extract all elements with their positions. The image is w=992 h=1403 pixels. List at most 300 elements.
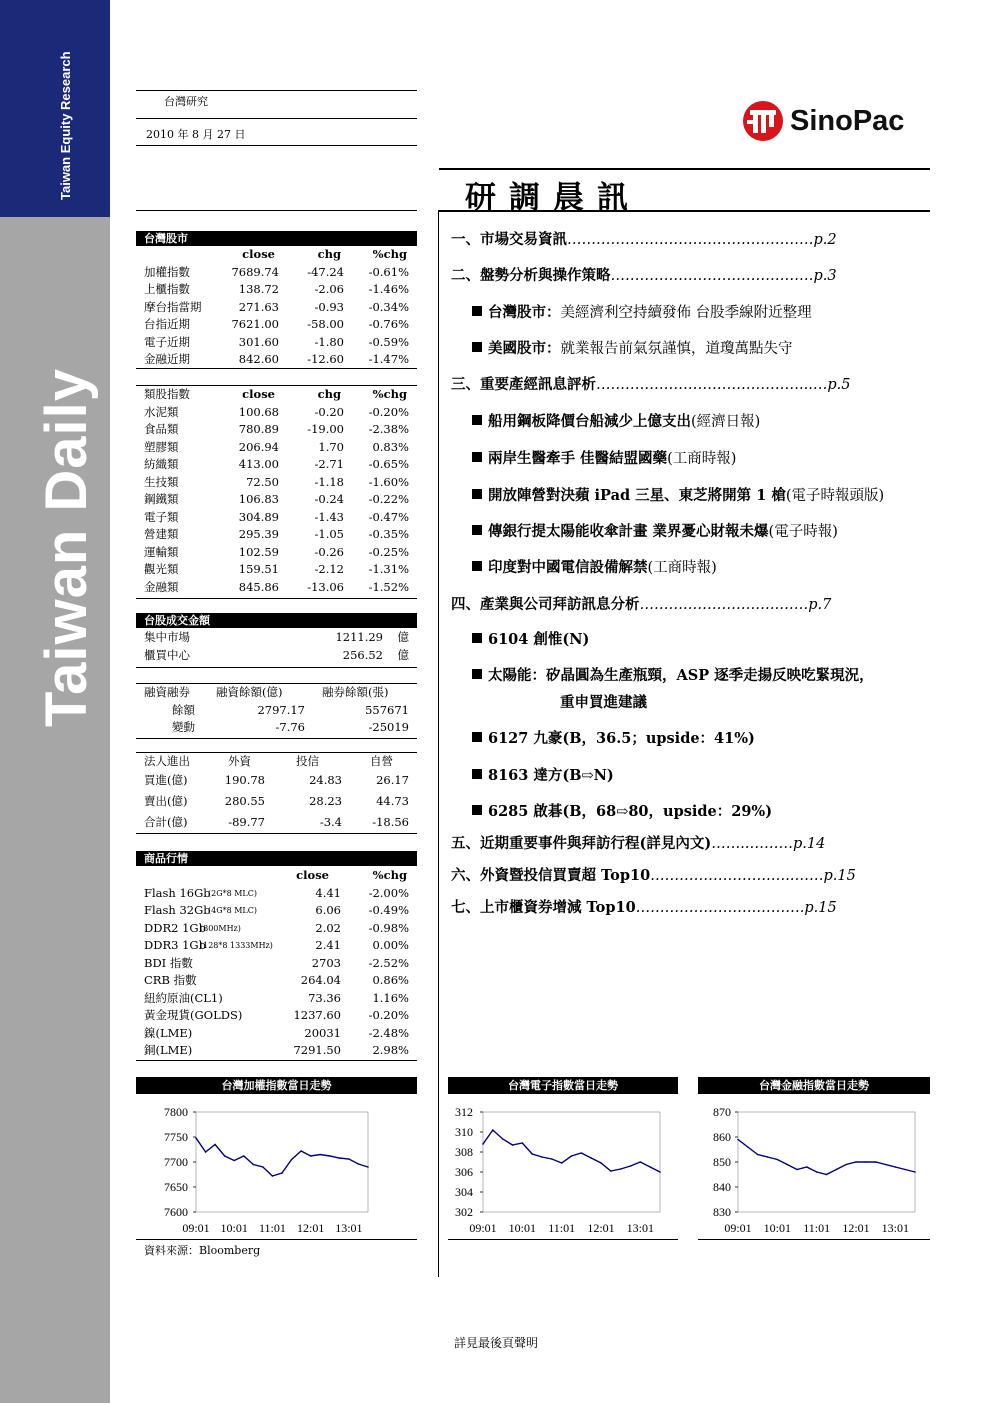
table-row: [136, 955, 417, 973]
y-tick-label: 312: [455, 1105, 473, 1119]
sinopac-logo-icon: [742, 100, 784, 142]
toc-item-text: (工商時報): [667, 451, 737, 467]
x-tick-label: 11:01: [548, 1221, 576, 1235]
row-close: 6.06: [315, 903, 341, 917]
row-close: 20031: [304, 1025, 341, 1040]
data-point: [590, 1157, 592, 1159]
toc-page: p.14: [792, 836, 826, 852]
row-close: 845.86: [238, 579, 279, 594]
institutions-table: [136, 752, 417, 833]
row-chg: -0.93: [314, 299, 344, 314]
table-row: [136, 264, 417, 282]
col-3: 自營: [370, 754, 393, 768]
row-name: DDR3 1Gb: [144, 938, 206, 952]
square-bullet-icon: [472, 342, 482, 352]
row-chg: -13.06: [307, 579, 344, 594]
data-point: [561, 1162, 563, 1164]
row-pct: 0.00%: [372, 938, 409, 952]
row-name: 合計(億): [144, 815, 188, 829]
toc-section-2[interactable]: [451, 264, 837, 285]
data-point: [845, 1164, 847, 1166]
x-tick-label: 10:01: [763, 1221, 792, 1235]
row-name: 金融類: [144, 579, 179, 594]
toc-item-news-3[interactable]: [472, 484, 884, 505]
data-point: [339, 1157, 341, 1159]
market-section-title: 台灣股市: [136, 231, 417, 246]
data-point: [600, 1162, 602, 1164]
chart-finance-svg: [698, 1100, 930, 1240]
data-point: [348, 1158, 350, 1160]
square-bullet-icon: [472, 489, 482, 499]
data-point: [253, 1164, 255, 1166]
toc-label: 六、外資暨投信買賣超 Top10: [451, 867, 651, 884]
toc-item-news-4[interactable]: [472, 520, 838, 541]
toc-leader: ……..………: [711, 836, 793, 852]
plot-area: [483, 1112, 660, 1212]
series-line: [483, 1130, 660, 1172]
data-point: [875, 1161, 877, 1163]
table-row: [136, 770, 417, 791]
y-tick-label: 7700: [164, 1155, 188, 1169]
y-tick-label: 850: [713, 1155, 731, 1169]
toc-label: 五、近期重要事件與拜訪行程(詳見內文): [451, 835, 712, 852]
row-b: 557671: [365, 702, 409, 717]
commodities-rule: [136, 1060, 417, 1061]
data-point: [531, 1153, 533, 1155]
data-point: [640, 1161, 642, 1163]
toc-leader: …………………….……….: [635, 900, 805, 916]
research-label: Taiwan Equity Research: [58, 51, 73, 200]
row-name: 電子類: [144, 509, 179, 524]
square-bullet-icon: [472, 732, 482, 742]
table-row: [136, 719, 417, 737]
data-point: [367, 1166, 369, 1168]
toc-item-bold: 船用鋼板降價台船減少上億支出: [488, 413, 691, 430]
data-point: [826, 1174, 828, 1176]
row-name: CRB 指數: [144, 973, 197, 987]
row-close: 7291.50: [293, 1043, 341, 1057]
data-point: [865, 1161, 867, 1163]
table-row: [136, 561, 417, 579]
square-bullet-icon: [472, 306, 482, 316]
data-point: [224, 1155, 226, 1157]
toc-item-6127[interactable]: [472, 727, 755, 748]
x-tick-label: 10:01: [508, 1221, 537, 1235]
row-pct: -1.46%: [368, 282, 409, 296]
row-pct: -0.20%: [368, 404, 409, 419]
table-row: [136, 351, 417, 369]
report-title-box: [439, 168, 930, 216]
toc-page: p.5: [827, 377, 851, 393]
row-pct: -0.22%: [368, 492, 409, 506]
row-name: 摩台指當期: [144, 299, 202, 314]
table-row: [136, 456, 417, 474]
toc-section-7[interactable]: [451, 896, 837, 917]
table-row: [136, 579, 417, 597]
col-pct: %chg: [372, 387, 407, 401]
turnover-section-title: 台股成交金額: [136, 613, 417, 628]
data-point: [195, 1137, 197, 1139]
data-point: [767, 1156, 769, 1158]
data-point: [482, 1143, 484, 1145]
x-tick-label: 11:01: [258, 1221, 286, 1235]
chart-finance: [698, 1100, 930, 1240]
col-close: close: [242, 387, 275, 401]
row-name: DDR2 1Gb: [144, 920, 206, 935]
table-row: [136, 937, 417, 955]
x-tick-label: 13:01: [881, 1221, 910, 1235]
square-bullet-icon: [472, 561, 482, 571]
y-tick-label: 870: [713, 1105, 731, 1119]
data-point: [541, 1156, 543, 1158]
data-point: [300, 1150, 302, 1152]
turnover-table: [136, 629, 417, 664]
row-name: 黃金現貨(GOLDS): [144, 1008, 243, 1022]
toc-leader: ……………………………………...…: [596, 377, 828, 393]
toc-page: p.7: [808, 597, 832, 613]
x-tick-label: 10:01: [220, 1221, 248, 1235]
row-pct: -0.47%: [368, 509, 409, 524]
data-point: [214, 1144, 216, 1146]
row-name: 上櫃指數: [144, 282, 190, 296]
col-chg: chg: [317, 247, 341, 261]
chart-electronics: [448, 1100, 678, 1240]
row-pct: -0.35%: [368, 527, 409, 541]
dept-label: 台灣研究: [164, 95, 208, 108]
series-line: [738, 1140, 915, 1175]
sectors-rule-bottom: [136, 598, 417, 599]
table-row: [136, 299, 417, 317]
row-name: 電子近期: [144, 334, 190, 349]
data-point: [310, 1155, 312, 1157]
x-tick-label: 13:01: [626, 1221, 655, 1235]
data-point: [806, 1166, 808, 1168]
toc-item-bold: 6285 啟碁(B，68⇨80，upside：29%): [488, 803, 773, 820]
data-point: [319, 1154, 321, 1156]
data-point: [281, 1172, 283, 1174]
row-a: -7.76: [275, 720, 305, 734]
square-bullet-icon: [472, 633, 482, 643]
row-pct: 1.16%: [372, 990, 409, 1005]
row-chg: -2.71: [314, 457, 344, 471]
data-point: [855, 1161, 857, 1163]
col-close: close: [296, 868, 329, 882]
row-pct: -0.98%: [368, 920, 409, 935]
row-name: 鋼鐵類: [144, 492, 179, 506]
data-point: [885, 1164, 887, 1166]
row-pct: -0.59%: [368, 334, 409, 349]
data-point: [816, 1171, 818, 1173]
data-point: [737, 1139, 739, 1141]
table-row: [136, 629, 417, 647]
col-1: 融資餘額(億): [216, 685, 283, 699]
table-row: [136, 1042, 417, 1060]
row-pct: -0.20%: [368, 1008, 409, 1022]
toc-item-text: 美經濟利空持續發佈 台股季線附近整理: [560, 305, 812, 321]
toc-item-bold: 傳銀行提太陽能收傘計畫 業界憂心財報未爆: [488, 523, 769, 540]
row-pct: 2.98%: [372, 1043, 409, 1057]
y-tick-label: 7650: [164, 1180, 188, 1194]
table-row: [136, 1007, 417, 1025]
data-point: [904, 1169, 906, 1171]
toc-item-6285[interactable]: [472, 800, 772, 821]
square-bullet-icon: [472, 452, 482, 462]
col-close: close: [242, 247, 275, 261]
logo-wordmark: SinoPac: [790, 104, 905, 137]
table-row: [136, 1025, 417, 1043]
toc-item-solar[interactable]: [472, 664, 874, 685]
row-chg: -1.80: [314, 334, 344, 349]
row-name: 櫃買中心: [144, 647, 190, 662]
row-chg: -2.12: [314, 562, 344, 576]
square-bullet-icon: [472, 525, 482, 535]
square-bullet-icon: [472, 669, 482, 679]
y-tick-label: 7800: [164, 1105, 188, 1119]
row-name: 變動: [172, 720, 195, 734]
table-row: [136, 990, 417, 1008]
row-chg: 1.70: [318, 439, 344, 454]
x-tick-label: 12:01: [296, 1221, 325, 1235]
toc-item-news-2[interactable]: [472, 447, 736, 468]
data-point: [502, 1138, 504, 1140]
toc-section-4[interactable]: [451, 593, 831, 614]
row-c: -18.56: [372, 815, 409, 829]
row-chg: -12.60: [307, 352, 344, 366]
row-name: 銅(LME): [144, 1043, 193, 1057]
y-tick-label: 306: [455, 1165, 473, 1179]
toc-page: p.3: [813, 268, 837, 284]
toc-item-news-1[interactable]: [472, 410, 760, 431]
data-point: [796, 1169, 798, 1171]
square-bullet-icon: [472, 415, 482, 425]
toc-item-news-5[interactable]: [472, 556, 717, 577]
column-divider: [438, 210, 439, 1277]
toc-page: p.2: [813, 232, 837, 248]
toc-item-tw-market[interactable]: [472, 301, 812, 322]
table-row: [136, 474, 417, 492]
table-row: [136, 702, 417, 720]
row-name: 集中市場: [144, 630, 190, 644]
x-tick-label: 09:01: [182, 1221, 210, 1235]
row-chg: -0.20: [314, 404, 344, 419]
row-pct: -2.00%: [368, 885, 409, 900]
row-close: 100.68: [238, 404, 279, 419]
commodities-table: [136, 867, 417, 1060]
market-rule: [136, 368, 417, 369]
row-a: 190.78: [224, 773, 265, 787]
left-rule: [136, 210, 417, 211]
data-point: [747, 1146, 749, 1148]
data-point: [757, 1154, 759, 1156]
data-point: [329, 1155, 331, 1157]
data-point: [786, 1164, 788, 1166]
row-pct: -1.52%: [368, 579, 409, 594]
x-tick-label: 12:01: [587, 1221, 615, 1235]
sidebar-header-block: [0, 0, 110, 217]
row-note: (128*8 1333MHz): [200, 941, 273, 950]
table-row: [136, 421, 417, 439]
row-pct: -0.34%: [368, 299, 409, 314]
row-pct: -0.65%: [368, 457, 409, 471]
toc-label: 四、產業與公司拜訪訊息分析: [451, 596, 640, 613]
chart-title-taiex: 台灣加權指數當日走勢: [136, 1077, 417, 1094]
row-close: 304.89: [238, 509, 279, 524]
col-pct: %chg: [372, 868, 407, 882]
row-note: (4G*8 MLC): [208, 906, 257, 915]
row-pct: -1.60%: [368, 474, 409, 489]
table-header: [136, 752, 417, 770]
data-point: [659, 1171, 661, 1173]
table-header: [136, 386, 417, 404]
row-chg: -47.24: [307, 264, 344, 279]
row-c: 26.17: [376, 773, 409, 787]
col-label: 類股指數: [144, 387, 190, 401]
table-row: [136, 334, 417, 352]
row-close: 206.94: [238, 439, 279, 454]
plot-area: [738, 1112, 915, 1212]
data-point: [777, 1159, 779, 1161]
row-pct: -0.25%: [368, 544, 409, 559]
col-2: 投信: [296, 754, 319, 768]
toc-leader: ……………………………………: [610, 268, 814, 284]
chart-electronics-svg: [448, 1100, 678, 1240]
toc-item-8163[interactable]: [472, 764, 614, 785]
row-pct: -0.61%: [368, 264, 409, 279]
toc-section-5[interactable]: [451, 832, 825, 853]
sinopac-logo: [742, 100, 904, 142]
sectors-table: [136, 386, 417, 596]
chart-title-electronics: 台灣電子指數當日走勢: [448, 1077, 678, 1094]
toc-item-6104[interactable]: [472, 628, 589, 649]
header-rule-mid: [136, 118, 417, 119]
data-point: [522, 1142, 524, 1144]
square-bullet-icon: [472, 805, 482, 815]
col-1: 外資: [228, 754, 251, 768]
y-tick-label: 304: [455, 1185, 473, 1199]
row-a: -89.77: [228, 815, 265, 829]
row-name: Flash 16Gb: [144, 885, 211, 900]
daily-label: Taiwan Daily: [34, 367, 99, 727]
row-close: 301.60: [238, 334, 279, 349]
toc-item-text: (經濟日報): [691, 414, 761, 430]
toc-label: 一、市場交易資訊: [451, 231, 567, 248]
row-pct: -0.76%: [368, 317, 409, 331]
data-point: [243, 1155, 245, 1157]
col-2: 融券餘額(張): [322, 685, 389, 699]
row-name: 營建類: [144, 527, 179, 541]
toc-item-us-market[interactable]: [472, 337, 793, 358]
toc-item-bold: 太陽能：矽晶圓為生產瓶頸，ASP 逐季走揚反映吃緊現況，: [488, 667, 874, 684]
row-name: 加權指數: [144, 264, 190, 279]
row-b: 28.23: [309, 794, 342, 808]
chart-taiex: [136, 1100, 417, 1240]
y-tick-label: 310: [455, 1125, 473, 1139]
x-tick-label: 11:01: [803, 1221, 831, 1235]
row-pct: -2.48%: [368, 1025, 409, 1040]
toc-leader: ……………………………………………: [567, 232, 814, 248]
row-close: 4.41: [315, 885, 341, 900]
header-rule-bottom: [136, 145, 417, 146]
series-line: [196, 1138, 368, 1176]
data-point: [262, 1166, 264, 1168]
row-note: (2G*8 MLC): [208, 888, 257, 898]
turnover-rule: [136, 667, 417, 668]
data-point: [291, 1159, 293, 1161]
y-tick-label: 860: [713, 1130, 731, 1144]
row-name: 賣出(億): [144, 794, 188, 808]
row-name: 食品類: [144, 422, 179, 436]
table-row: [136, 972, 417, 990]
toc-section-3[interactable]: [451, 373, 850, 394]
toc-item-text: (電子時報頭版): [785, 488, 885, 504]
table-row: [136, 812, 417, 833]
row-name: 紐約原油(CL1): [144, 990, 223, 1005]
margin-table: [136, 684, 417, 737]
data-point: [358, 1163, 360, 1165]
row-close: 2703: [311, 955, 341, 970]
y-tick-label: 7600: [164, 1205, 188, 1219]
row-chg: -58.00: [307, 317, 344, 331]
row-pct: 0.86%: [372, 973, 409, 987]
x-tick-label: 09:01: [469, 1221, 497, 1235]
commodities-section-title: 商品行情: [136, 851, 417, 866]
row-close: 413.00: [238, 457, 279, 471]
row-close: 2.02: [315, 920, 341, 935]
toc-item-bold: 6104 創惟(N): [488, 631, 590, 648]
toc-item-bold: 印度對中國電信設備解禁: [488, 559, 648, 576]
data-point: [205, 1151, 207, 1153]
row-b: -3.4: [319, 815, 342, 829]
row-close: 72.50: [246, 474, 279, 489]
row-chg: -1.43: [314, 509, 344, 524]
table-row: [136, 526, 417, 544]
row-close: 7621.00: [231, 317, 279, 331]
header-rule-top: [136, 90, 417, 91]
table-row: [136, 544, 417, 562]
plot-area: [196, 1112, 368, 1212]
row-name: 紡織類: [144, 457, 179, 471]
margin-rule-bottom: [136, 738, 417, 739]
data-point: [836, 1169, 838, 1171]
row-close: 7689.74: [231, 264, 279, 279]
table-row: [136, 647, 417, 665]
inst-rule-bottom: [136, 833, 417, 834]
chart-title-finance: 台灣金融指數當日走勢: [698, 1077, 930, 1094]
table-row: [136, 509, 417, 527]
col-pct: %chg: [372, 247, 407, 261]
toc-item-bold: 兩岸生醫牽手 佳醫結盟國藥: [488, 450, 668, 467]
x-tick-label: 12:01: [842, 1221, 870, 1235]
toc-section-6[interactable]: [451, 864, 856, 885]
data-point: [551, 1158, 553, 1160]
toc-item-bold: 重申買進建議: [560, 694, 647, 711]
col-chg: chg: [317, 387, 341, 401]
row-a: 2797.17: [257, 702, 305, 717]
row-pct: 0.83%: [372, 439, 409, 454]
row-chg: -1.18: [314, 474, 344, 489]
table-row: [136, 920, 417, 938]
data-point: [512, 1144, 514, 1146]
toc-section-1[interactable]: [451, 228, 837, 249]
row-b: -25019: [368, 720, 409, 734]
toc-item-bold: 台灣股市：: [488, 304, 561, 321]
row-close: 2.41: [315, 938, 341, 952]
row-note: (800MHz): [200, 923, 241, 933]
toc-label: 七、上市櫃資券增減 Top10: [451, 899, 636, 916]
row-name: 金融近期: [144, 352, 190, 366]
table-row: [136, 491, 417, 509]
row-close: 102.59: [238, 544, 279, 559]
